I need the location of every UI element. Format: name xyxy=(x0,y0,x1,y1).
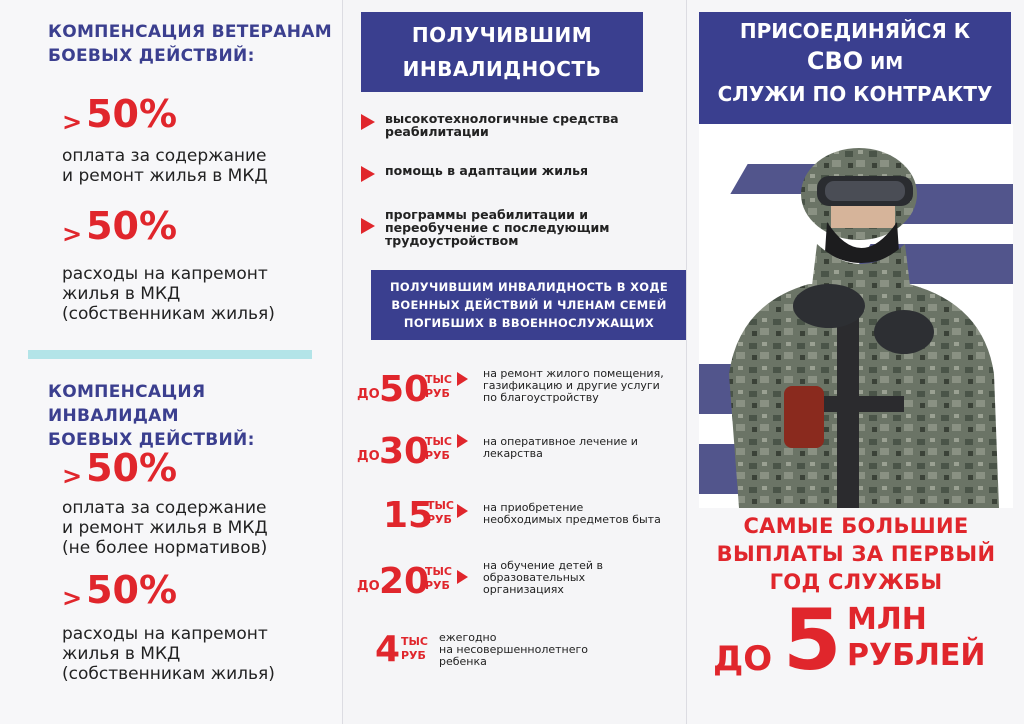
percent-3 xyxy=(62,448,177,488)
amount-prefix: ДО xyxy=(357,579,380,594)
section1-title-line1: КОМПЕНСАЦИЯ ВЕТЕРАНАМ xyxy=(48,22,332,42)
left-panel xyxy=(0,0,342,724)
amount-number: 4 xyxy=(375,629,401,670)
bullet-line: трудоустройством xyxy=(385,233,519,248)
banner-line: ПОГИБШИХ В ВВОЕННОСЛУЖАЩИХ xyxy=(403,316,655,330)
disability-banner xyxy=(361,12,643,92)
amount-unit-thousand: ТЫС xyxy=(425,373,452,386)
banner-im: ИМ xyxy=(870,53,904,74)
soldier-photo xyxy=(699,124,1013,508)
banner-line: ПОЛУЧИВШИМ xyxy=(411,23,593,47)
red-triangle-icon xyxy=(361,166,375,182)
description-1 xyxy=(62,146,268,186)
amount-desc-line: организациях xyxy=(483,583,564,596)
payment-row xyxy=(357,556,687,602)
amount-desc-line: на оперативное лечение и xyxy=(483,435,638,448)
red-triangle-icon xyxy=(361,218,375,234)
desc-line: (собственникам жилья) xyxy=(62,664,275,684)
percent-4 xyxy=(62,570,177,610)
amount-unit-thousand: ТЫС xyxy=(427,499,454,512)
bullet-line: программы реабилитации и xyxy=(385,207,589,222)
banner-line: ИНВАЛИДНОСТЬ xyxy=(402,57,602,81)
amount-desc-line: ребенка xyxy=(439,655,487,668)
amount-desc-line: на обучение детей в xyxy=(483,559,604,572)
amount-number: 50 xyxy=(379,369,430,410)
desc-line: (не более нормативов) xyxy=(62,538,268,558)
million-label: МЛН xyxy=(847,602,927,637)
banner-svo: СВО xyxy=(806,47,864,75)
red-triangle-icon xyxy=(361,114,375,130)
amount-desc-line: газификацию и другие услуги xyxy=(483,379,660,392)
desc-line: жилья в МКД xyxy=(62,644,181,664)
amount-unit-thousand: ТЫС xyxy=(401,635,428,648)
red-triangle-icon xyxy=(457,372,468,386)
description-2 xyxy=(62,264,275,324)
headline-line: ГОД СЛУЖБЫ xyxy=(769,570,943,594)
five-million-number: 5 xyxy=(783,591,842,689)
headline-line: САМЫЕ БОЛЬШИЕ xyxy=(743,514,969,538)
percent-value: 50% xyxy=(86,204,178,248)
bullet-line: помощь в адаптации жилья xyxy=(385,163,589,178)
amount-desc-line: лекарства xyxy=(483,447,543,460)
greater-than-sign: > xyxy=(62,462,83,490)
amount-desc-line: по благоустройству xyxy=(483,391,599,404)
bullet-line: высокотехнологичные средства xyxy=(385,111,619,126)
amount-number: 15 xyxy=(383,495,434,536)
payment-row xyxy=(357,426,687,472)
amount-prefix: ДО xyxy=(357,449,380,464)
amount-desc-line: образовательных xyxy=(483,571,586,584)
right-panel xyxy=(686,0,1024,724)
greater-than-sign: > xyxy=(62,108,83,136)
amount-unit-rub: РУБ xyxy=(427,513,452,526)
amount-desc-line: ежегодно xyxy=(439,631,497,644)
amount-desc-line: необходимых предметов быта xyxy=(483,513,661,526)
amount-prefix: ДО xyxy=(357,387,380,402)
percent-value: 50% xyxy=(86,446,178,490)
red-triangle-icon xyxy=(457,504,468,518)
description-3 xyxy=(62,498,268,558)
desc-line: расходы на капремонт xyxy=(62,624,268,644)
section2-title-line2: БОЕВЫХ ДЕЙСТВИЙ: xyxy=(48,430,255,450)
banner-line: ПРИСОЕДИНЯЙСЯ К xyxy=(739,19,971,43)
banner-line: ПОЛУЧИВШИМ ИНВАЛИДНОСТЬ В ХОДЕ xyxy=(389,280,669,294)
desc-line: оплата за содержание xyxy=(62,498,267,518)
section2-title-line1: КОМПЕНСАЦИЯ ИНВАЛИДАМ xyxy=(48,382,206,426)
payment-row xyxy=(357,624,687,670)
amount-unit-thousand: ТЫС xyxy=(425,565,452,578)
rubles-label: РУБЛЕЙ xyxy=(847,638,986,673)
payment-row xyxy=(357,364,687,410)
amount-number: 30 xyxy=(379,431,430,472)
join-banner xyxy=(699,12,1011,124)
bullet-line: реабилитации xyxy=(385,124,489,139)
desc-line: и ремонт жилья в МКД xyxy=(62,518,268,538)
amount-unit-rub: РУБ xyxy=(425,387,450,400)
red-triangle-icon xyxy=(457,570,468,584)
percent-1 xyxy=(62,94,177,134)
percent-value: 50% xyxy=(86,92,178,136)
banner-line: ВОЕННЫХ ДЕЙСТВИЙ И ЧЛЕНАМ СЕМЕЙ xyxy=(391,298,667,312)
soldier-illustration xyxy=(699,124,1013,508)
banner-line: СЛУЖИ ПО КОНТРАКТУ xyxy=(717,82,993,106)
red-triangle-icon xyxy=(457,434,468,448)
desc-line: (собственникам жилья) xyxy=(62,304,275,324)
greater-than-sign: > xyxy=(62,220,83,248)
amount-unit-rub: РУБ xyxy=(425,579,450,592)
amount-unit-thousand: ТЫС xyxy=(425,435,452,448)
bullet-line: переобучение с последующим xyxy=(385,220,610,235)
section1-title-line2: БОЕВЫХ ДЕЙСТВИЙ: xyxy=(48,46,255,66)
amount-desc-line: на несовершеннолетнего xyxy=(439,643,589,656)
amount-number: 20 xyxy=(379,561,430,602)
middle-panel xyxy=(342,0,687,724)
section2-title xyxy=(48,380,342,452)
desc-line: оплата за содержание xyxy=(62,146,267,166)
greater-than-sign: > xyxy=(62,584,83,612)
amount-unit-rub: РУБ xyxy=(401,649,426,662)
percent-value: 50% xyxy=(86,568,178,612)
section1-title xyxy=(48,20,332,68)
do-prefix: ДО xyxy=(713,639,773,679)
headline-line: ВЫПЛАТЫ ЗА ПЕРВЫЙ xyxy=(716,542,996,566)
separator-bar xyxy=(28,350,312,359)
largest-payments-headline xyxy=(697,512,1015,596)
percent-2 xyxy=(62,206,177,246)
amount-desc-line: на ремонт жилого помещения, xyxy=(483,367,664,380)
family-banner xyxy=(371,270,687,340)
payment-row xyxy=(357,490,687,536)
desc-line: расходы на капремонт xyxy=(62,264,268,284)
amount-unit-rub: РУБ xyxy=(425,449,450,462)
desc-line: и ремонт жилья в МКД xyxy=(62,166,268,186)
amount-desc-line: на приобретение xyxy=(483,501,584,514)
description-4 xyxy=(62,624,275,684)
desc-line: жилья в МКД xyxy=(62,284,181,304)
